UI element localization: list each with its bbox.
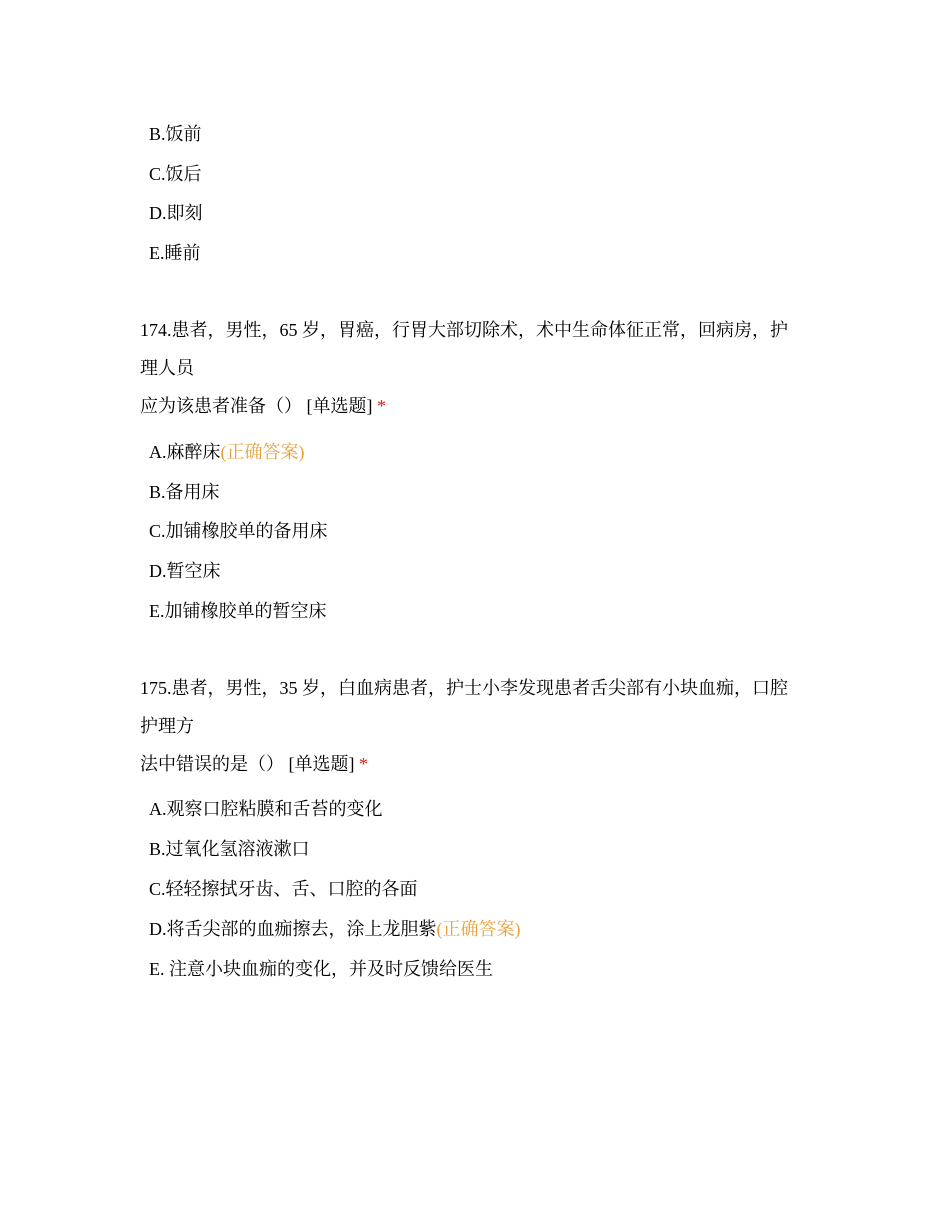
question-stem-end: 应为该患者准备（） [单选题] [140,396,373,416]
option-d [149,559,221,583]
question-text-line: 174.患者，男性，65 岁，胃癌，行胃大部切除术，术中生命体征正常，回病房，护 [140,320,788,340]
correct-answer-note: (正确答案) [436,919,521,939]
option-label: C.加铺橡胶单的备用床 [149,521,328,541]
option-a [149,797,383,821]
correct-answer-note: (正确答案) [220,442,305,462]
option-label: E. 注意小块血痂的变化，并及时反馈给医生 [149,959,493,979]
question-text-line: 护理方 [140,716,194,736]
option-d [149,917,521,941]
option-c: C.饭后 [149,164,202,184]
question-text-line: 175.患者，男性，35 岁，白血病患者，护士小李发现患者舌尖部有小块血痂，口腔 [140,678,788,698]
option-label: D.暂空床 [149,561,221,581]
required-mark: * [359,754,368,774]
option-d: D.即刻 [149,203,203,223]
option-e [149,957,493,981]
question-text-line: 理人员 [140,358,194,378]
option-b [149,480,220,504]
option-label: C.轻轻擦拭牙齿、舌、口腔的各面 [149,879,418,899]
option-b: B.饭前 [149,124,202,144]
option-label: E.加铺橡胶单的暂空床 [149,601,327,621]
option-label: B.过氧化氢溶液漱口 [149,839,310,859]
required-mark: * [377,396,386,416]
option-c [149,877,418,901]
question-text-line [140,394,386,418]
question-stem-end: 法中错误的是（） [单选题] [140,754,355,774]
option-e: E.睡前 [149,243,201,263]
question-text-line [140,752,368,776]
option-a [149,440,305,464]
option-e [149,599,327,623]
option-label: D.将舌尖部的血痂擦去，涂上龙胆紫 [149,919,437,939]
option-label: A.观察口腔粘膜和舌苔的变化 [149,799,383,819]
option-c [149,519,328,543]
option-b [149,837,310,861]
option-label: A.麻醉床 [149,442,221,462]
option-label: B.备用床 [149,482,220,502]
